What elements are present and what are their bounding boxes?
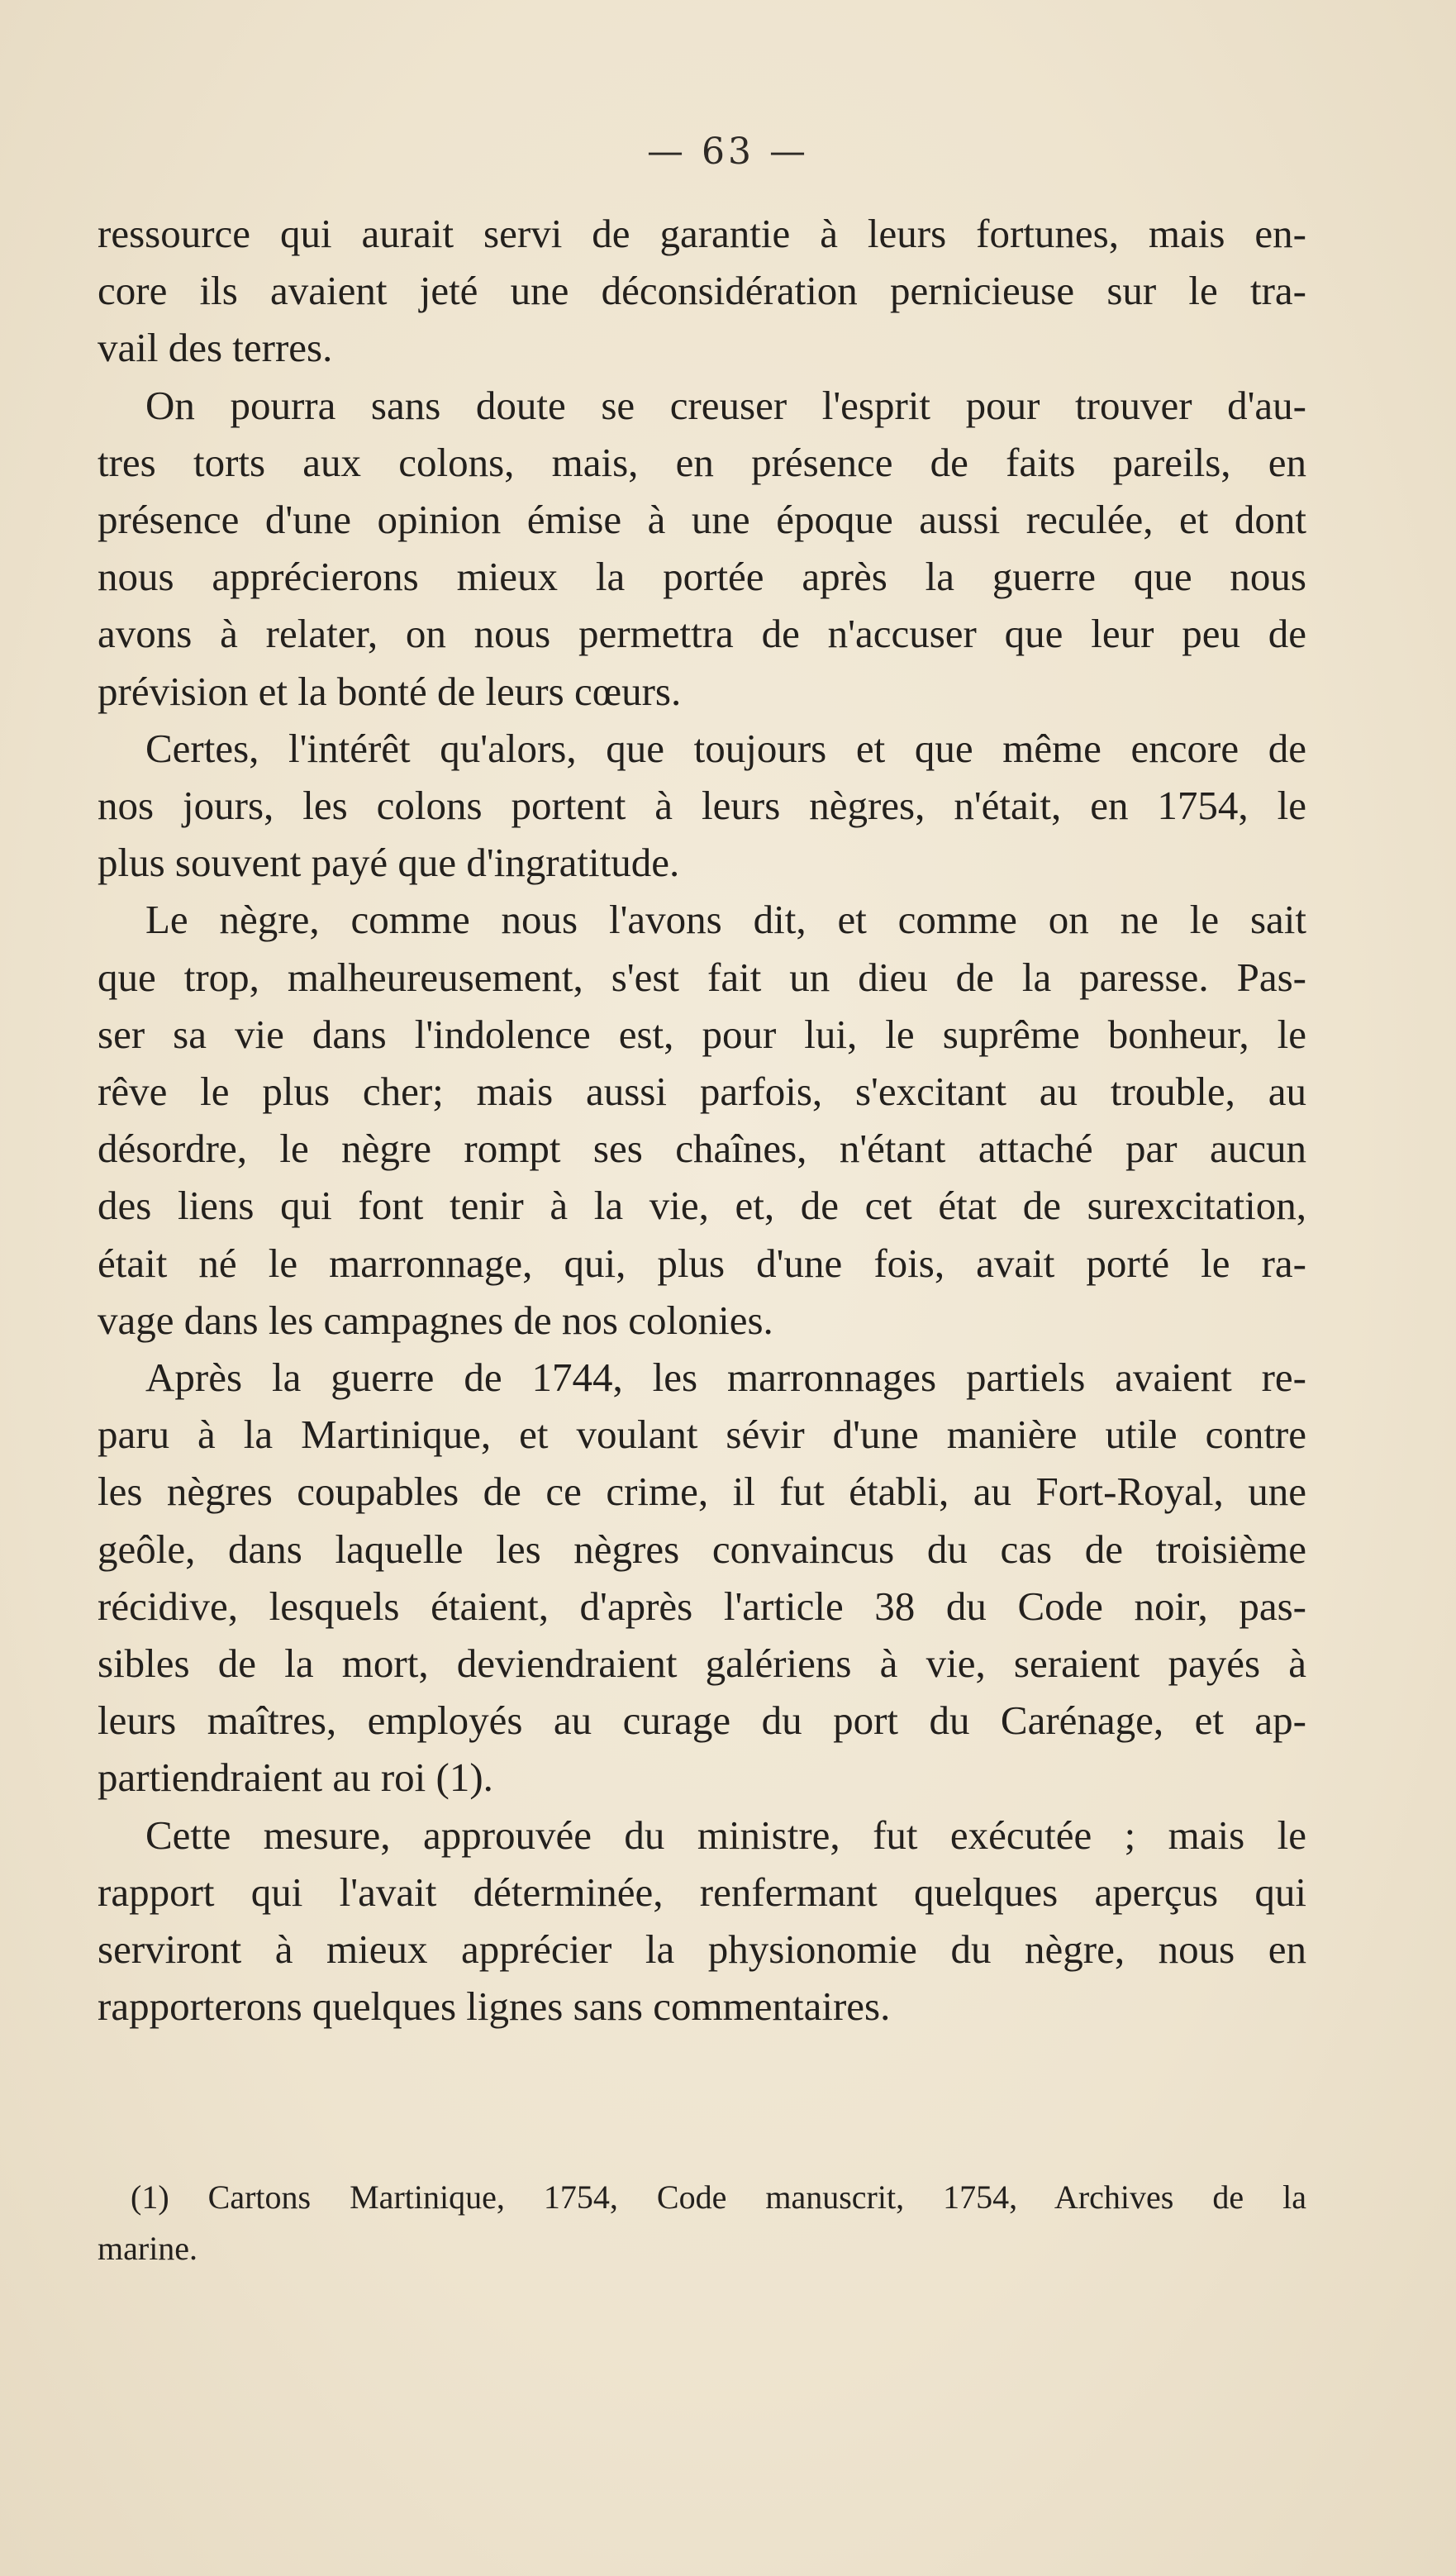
text-line: Certes, l'intérêt qu'alors, que toujours et que même encore de [145, 725, 1306, 771]
text-line: serviront à mieux apprécier la physionomie du nègre, nous en [98, 1926, 1306, 1973]
text-line: core ils avaient jeté une déconsidération pernicieuse sur le tra- [98, 268, 1306, 314]
text-line: On pourra sans doute se creuser l'esprit pour trouver d'au- [145, 382, 1306, 428]
text-line: Cette mesure, approuvée du ministre, fut exécutée ; mais le [145, 1812, 1306, 1858]
text-line: sibles de la mort, deviendraient galériens à vie, seraient payés à [98, 1640, 1306, 1687]
text-line: ressource qui aurait servi de garantie à leurs fortunes, mais en- [98, 211, 1306, 256]
text-line: Le nègre, comme nous l'avons dit, et comme on ne le sait [145, 897, 1306, 943]
text-line: leurs maîtres, employés au curage du port du Carénage, et ap- [98, 1697, 1306, 1744]
text-line: rêve le plus cher; mais aussi parfois, s'excitant au trouble, au [98, 1069, 1306, 1115]
text-line: vage dans les campagnes de nos colonies. [98, 1297, 773, 1343]
text-line: récidive, lesquels étaient, d'après l'article 38 du Code noir, pas- [98, 1583, 1306, 1629]
footnote [98, 2172, 1306, 2274]
text-line: prévision et la bonté de leurs cœurs. [98, 668, 682, 714]
text-line: ser sa vie dans l'indolence est, pour lui, le suprême bonheur, le [98, 1011, 1306, 1057]
paragraph [98, 205, 1306, 377]
footnote-line: (1) Cartons Martinique, 1754, Code manuscrit, 1754, Archives de la [131, 2178, 1306, 2216]
text-line: était né le marronnage, qui, plus d'une fois, avait porté le ra- [98, 1240, 1306, 1286]
paragraph [98, 377, 1306, 720]
text-line: des liens qui font tenir à la vie, et, de cet état de surexcitation, [98, 1183, 1306, 1229]
paragraph [98, 1349, 1306, 1807]
text-line: présence d'une opinion émise à une époque aussi reculée, et dont [98, 497, 1306, 543]
page-number: — 63 — [647, 131, 809, 173]
text-line: avons à relater, on nous permettra de n'accuser que leur peu de [98, 611, 1306, 657]
text-line: désordre, le nègre rompt ses chaînes, n'étant attaché par aucun [98, 1126, 1306, 1172]
text-line: partiendraient au roi (1). [98, 1755, 493, 1801]
text-line: les nègres coupables de ce crime, il fut établi, au Fort-Royal, une [98, 1469, 1306, 1515]
text-line: rapporterons quelques lignes sans commentaires. [98, 1983, 891, 2030]
main-text [98, 205, 1306, 2036]
paragraph [98, 1807, 1306, 2036]
text-line: que trop, malheureusement, s'est fait un dieu de la paresse. Pas- [98, 954, 1306, 1000]
text-line: geôle, dans laquelle les nègres convaincus du cas de troisième [98, 1526, 1306, 1572]
text-line: Après la guerre de 1744, les marronnages partiels avaient re- [145, 1355, 1306, 1401]
text-line: tres torts aux colons, mais, en présence de faits pareils, en [98, 439, 1306, 485]
text-line: vail des terres. [98, 325, 333, 371]
text-line: rapport qui l'avait déterminée, renfermant quelques aperçus qui [98, 1869, 1306, 1915]
text-line: plus souvent payé que d'ingratitude. [98, 840, 680, 886]
text-line: paru à la Martinique, et voulant sévir d'une manière utile contre [98, 1412, 1306, 1458]
text-line: nous apprécierons mieux la portée après la guerre que nous [98, 554, 1306, 600]
paragraph [98, 891, 1306, 1349]
paragraph [98, 720, 1306, 892]
footnote-line: marine. [98, 2230, 198, 2267]
text-line: nos jours, les colons portent à leurs nègres, n'était, en 1754, le [98, 783, 1306, 829]
